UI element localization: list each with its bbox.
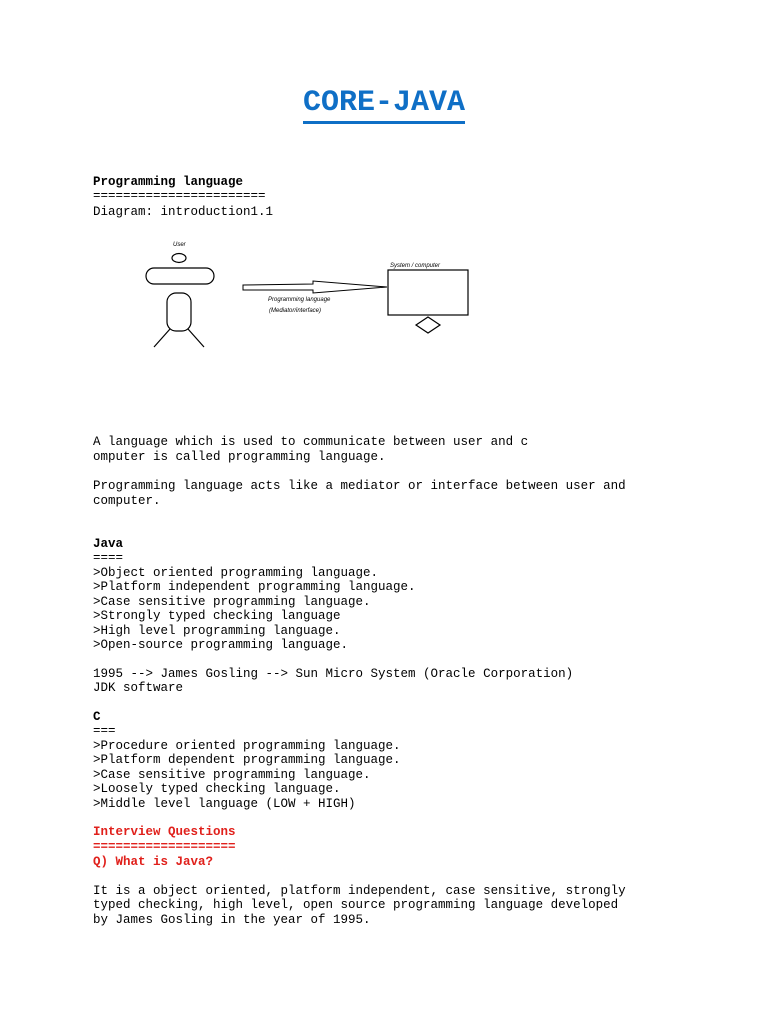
- interview-answer-line: It is a object oriented, platform independent, case sensitive, strongly: [93, 884, 626, 898]
- java-item: >Strongly typed checking language: [93, 609, 341, 623]
- c-item: >Loosely typed checking language.: [93, 782, 341, 796]
- java-item: >Object oriented programming language.: [93, 566, 379, 580]
- user-left-leg: [154, 329, 170, 347]
- java-underline: ====: [93, 551, 124, 565]
- document-title: [0, 86, 768, 120]
- c-item: >Platform dependent programming language.: [93, 753, 401, 767]
- java-item: >Open-source programming language.: [93, 638, 349, 652]
- java-item: >High level programming language.: [93, 624, 341, 638]
- interview-answer-line: by James Gosling in the year of 1995.: [93, 913, 371, 927]
- section-heading-programming-language: Programming language: [93, 175, 244, 189]
- java-software: JDK software: [93, 681, 184, 695]
- mediator-arrow-shape: [243, 281, 387, 293]
- diagram-arrow-sublabel: (Mediator/interface): [269, 308, 322, 314]
- java-item: >Case sensitive programming language.: [93, 595, 371, 609]
- intro-line-4: computer.: [93, 494, 161, 508]
- diagram-arrow-label: Programming language: [268, 297, 331, 303]
- introduction-diagram: [140, 238, 480, 350]
- user-arms-shape: [146, 268, 214, 284]
- c-heading: C: [93, 710, 101, 724]
- user-right-leg: [188, 329, 204, 347]
- intro-line-3: Programming language acts like a mediator or interface between user and: [93, 479, 626, 493]
- java-heading: Java: [93, 537, 124, 551]
- c-item: >Procedure oriented programming language.: [93, 739, 401, 753]
- user-head-shape: [172, 254, 186, 263]
- interview-heading: Interview Questions: [93, 825, 236, 839]
- c-item: >Middle level language (LOW + HIGH): [93, 797, 356, 811]
- c-item: >Case sensitive programming language.: [93, 768, 371, 782]
- document-title-text: CORE-JAVA: [303, 86, 465, 124]
- interview-underline: ===================: [93, 840, 236, 854]
- user-body-shape: [167, 293, 191, 331]
- diagram-caption: Diagram: introduction1.1: [93, 205, 274, 219]
- intro-line-1: A language which is used to communicate between user and c: [93, 435, 529, 449]
- interview-question: Q) What is Java?: [93, 855, 214, 869]
- java-history: 1995 --> James Gosling --> Sun Micro System (Oracle Corporation): [93, 667, 574, 681]
- intro-line-2: omputer is called programming language.: [93, 450, 386, 464]
- interview-answer-line: typed checking, high level, open source programming language developed: [93, 898, 619, 912]
- diagram-system-label: System / computer: [390, 263, 441, 269]
- c-underline: ===: [93, 724, 116, 738]
- java-item: >Platform independent programming language.: [93, 580, 416, 594]
- diagram-user-label: User: [173, 242, 186, 248]
- computer-base-diamond: [416, 317, 440, 333]
- section-underline: =======================: [93, 189, 266, 203]
- computer-box-shape: [388, 270, 468, 315]
